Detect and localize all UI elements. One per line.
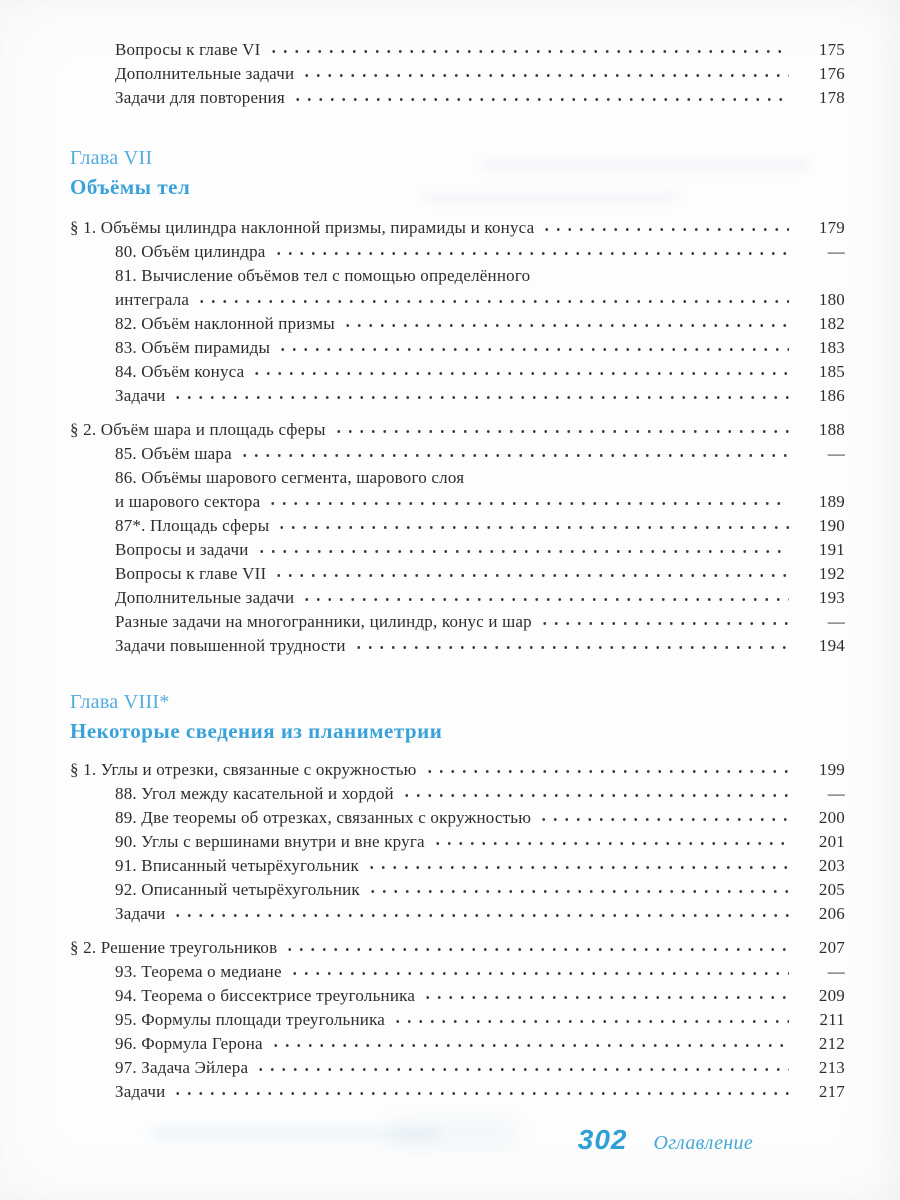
toc-entry-label: Дополнительные задачи xyxy=(115,588,295,607)
toc-page-number: 178 xyxy=(818,88,845,107)
toc-page-number: 179 xyxy=(818,218,845,237)
toc-page-number: 217 xyxy=(818,1082,845,1101)
toc-entry-label: 87*. Площадь сферы xyxy=(115,516,270,535)
toc-page-number: — xyxy=(827,962,845,981)
toc-row xyxy=(0,288,845,312)
chapter-number: Глава VII xyxy=(70,147,153,169)
toc-row xyxy=(0,806,845,830)
toc-row xyxy=(0,936,845,960)
toc-entry-label: 93. Теорема о медиане xyxy=(115,962,282,981)
toc-group xyxy=(0,418,845,658)
toc-entry-label: Задачи xyxy=(115,904,166,923)
dotted-leader xyxy=(539,611,789,627)
toc-entry-label: § 1. Объёмы цилиндра наклонной призмы, пирамиды и конуса xyxy=(70,218,535,237)
dotted-leader xyxy=(301,587,789,603)
toc-page-number: 176 xyxy=(818,64,845,83)
toc-row xyxy=(0,610,845,634)
toc-row xyxy=(0,86,845,110)
toc-group xyxy=(0,216,845,408)
toc-group xyxy=(0,936,845,1104)
toc-page-number: 188 xyxy=(818,420,845,439)
dotted-leader xyxy=(267,491,789,507)
toc-entry-label: 89. Две теоремы об отрезках, связанных с окружностью xyxy=(115,808,532,827)
toc-row xyxy=(0,562,845,586)
toc-page-number: 192 xyxy=(818,564,845,583)
dotted-leader xyxy=(292,87,789,103)
dotted-leader xyxy=(196,289,789,305)
dotted-leader xyxy=(172,1081,789,1097)
toc-page-number: 182 xyxy=(818,314,845,333)
toc-entry-label: 81. Вычисление объёмов тел с помощью определённого xyxy=(115,266,531,285)
toc-entry-label: 82. Объём наклонной призмы xyxy=(115,314,335,333)
toc-page-number: 185 xyxy=(818,362,845,381)
toc-entry-label: Задачи повышенной трудности xyxy=(115,636,346,655)
dotted-leader xyxy=(255,1057,789,1073)
toc-page-number: 211 xyxy=(819,1010,845,1029)
toc-row xyxy=(0,360,845,384)
toc-entry-label: § 1. Углы и отрезки, связанные с окружностью xyxy=(70,760,417,779)
toc-entry-label: 90. Углы с вершинами внутри и вне круга xyxy=(115,832,425,851)
toc-page-number: 203 xyxy=(818,856,845,875)
page-footer xyxy=(0,1124,753,1156)
toc-entry-label: 86. Объёмы шарового сегмента, шарового слоя xyxy=(115,468,465,487)
toc-row xyxy=(0,586,845,610)
toc-entry-label: 97. Задача Эйлера xyxy=(115,1058,249,1077)
toc-row xyxy=(0,240,845,264)
toc-entry-label: 91. Вписанный четырёхугольник xyxy=(115,856,359,875)
dotted-leader xyxy=(424,759,789,775)
toc-row xyxy=(0,758,845,782)
dotted-leader xyxy=(256,539,789,555)
toc-entry-label: Вопросы к главе VII xyxy=(115,564,267,583)
toc-page-number: 189 xyxy=(818,492,845,511)
dotted-leader xyxy=(270,1033,789,1049)
toc-row xyxy=(0,1056,845,1080)
dotted-leader xyxy=(239,443,789,459)
chapter-title: Объёмы тел xyxy=(70,175,191,199)
dotted-leader xyxy=(401,783,789,799)
toc-page-number: 183 xyxy=(818,338,845,357)
toc-row xyxy=(0,878,845,902)
dotted-leader xyxy=(367,879,789,895)
dotted-leader xyxy=(422,985,789,1001)
toc-entry-label: 84. Объём конуса xyxy=(115,362,245,381)
chapter-number: Глава VIII* xyxy=(70,691,170,713)
toc-page-number: 175 xyxy=(818,40,845,59)
toc-entry-label: Разные задачи на многогранники, цилиндр, конус и шар xyxy=(115,612,532,631)
toc-page-number: 191 xyxy=(818,540,845,559)
toc-row xyxy=(0,538,845,562)
toc-row xyxy=(0,902,845,926)
toc-row xyxy=(0,264,845,288)
dotted-leader xyxy=(432,831,789,847)
toc-page-number: 186 xyxy=(818,386,845,405)
toc-entry-label: § 2. Решение треугольников xyxy=(70,938,278,957)
toc-group xyxy=(0,758,845,926)
toc-entry-label: Вопросы к главе VI xyxy=(115,40,261,59)
toc-page-number: 205 xyxy=(818,880,845,899)
toc-row xyxy=(0,782,845,806)
toc-row xyxy=(0,466,845,490)
toc-entry-label: 94. Теорема о биссектрисе треугольника xyxy=(115,986,416,1005)
toc-row xyxy=(0,634,845,658)
toc-row xyxy=(0,854,845,878)
dotted-leader xyxy=(538,807,789,823)
toc-entry-label: 83. Объём пирамиды xyxy=(115,338,271,357)
toc-page-number: — xyxy=(827,612,845,631)
toc-group xyxy=(0,38,845,110)
dotted-leader xyxy=(172,903,789,919)
toc-row xyxy=(0,984,845,1008)
toc-row xyxy=(0,960,845,984)
toc-entry-label: 85. Объём шара xyxy=(115,444,232,463)
toc-row xyxy=(0,216,845,240)
toc-page-number: — xyxy=(827,242,845,261)
page-number: 302 xyxy=(577,1124,628,1155)
footer-section-title: Оглавление xyxy=(653,1132,753,1154)
toc-row xyxy=(0,514,845,538)
toc-page-number: — xyxy=(827,784,845,803)
toc-entry-label: Задачи xyxy=(115,386,166,405)
toc-row xyxy=(0,442,845,466)
toc-page-number: 190 xyxy=(818,516,845,535)
dotted-leader xyxy=(289,961,789,977)
dotted-leader xyxy=(301,63,789,79)
toc-entry-label: 95. Формулы площади треугольника xyxy=(115,1010,386,1029)
toc-row xyxy=(0,1032,845,1056)
dotted-leader xyxy=(276,515,789,531)
toc-entry-label: 96. Формула Герона xyxy=(115,1034,263,1053)
toc-page-number: 193 xyxy=(818,588,845,607)
toc-entry-label: Задачи для повторения xyxy=(115,88,285,107)
toc-page-number: 180 xyxy=(818,290,845,309)
dotted-leader xyxy=(273,563,789,579)
toc-entry-label: интеграла xyxy=(115,290,190,309)
toc-row xyxy=(0,490,845,514)
toc-page-number: 199 xyxy=(818,760,845,779)
dotted-leader xyxy=(333,419,789,435)
toc-entry-label: Дополнительные задачи xyxy=(115,64,295,83)
toc-row xyxy=(0,1008,845,1032)
dotted-leader xyxy=(273,241,789,257)
toc-page-number: — xyxy=(827,444,845,463)
toc-page-number: 200 xyxy=(818,808,845,827)
toc-page-number: 209 xyxy=(818,986,845,1005)
dotted-leader xyxy=(342,313,789,329)
dotted-leader xyxy=(392,1009,789,1025)
chapter-heading xyxy=(0,688,845,746)
dotted-leader xyxy=(268,39,790,55)
toc-row xyxy=(0,384,845,408)
dotted-leader xyxy=(172,385,789,401)
dotted-leader xyxy=(251,361,789,377)
toc-entry-label: 88. Угол между касательной и хордой xyxy=(115,784,394,803)
toc-entry-label: 92. Описанный четырёхугольник xyxy=(115,880,360,899)
dotted-leader xyxy=(277,337,789,353)
toc-row xyxy=(0,1080,845,1104)
toc-entry-label: § 2. Объём шара и площадь сферы xyxy=(70,420,326,439)
toc-page-number: 206 xyxy=(818,904,845,923)
dotted-leader xyxy=(284,937,789,953)
chapter-title: Некоторые сведения из планиметрии xyxy=(70,719,443,743)
toc-row xyxy=(0,336,845,360)
toc-entry-label: и шарового сектора xyxy=(115,492,261,511)
dotted-leader xyxy=(541,217,789,233)
toc-page-number: 212 xyxy=(818,1034,845,1053)
toc-page-number: 201 xyxy=(818,832,845,851)
toc-entry-label: 80. Объём цилиндра xyxy=(115,242,266,261)
toc-row xyxy=(0,62,845,86)
toc-row xyxy=(0,830,845,854)
toc-entry-label: Вопросы и задачи xyxy=(115,540,249,559)
chapter-heading xyxy=(0,144,845,202)
toc-row xyxy=(0,418,845,442)
toc-page-number: 213 xyxy=(818,1058,845,1077)
toc-page-number: 207 xyxy=(818,938,845,957)
dotted-leader xyxy=(366,855,789,871)
toc-row xyxy=(0,38,845,62)
toc-page-number: 194 xyxy=(818,636,845,655)
toc-row xyxy=(0,312,845,336)
dotted-leader xyxy=(353,635,789,651)
toc-entry-label: Задачи xyxy=(115,1082,166,1101)
